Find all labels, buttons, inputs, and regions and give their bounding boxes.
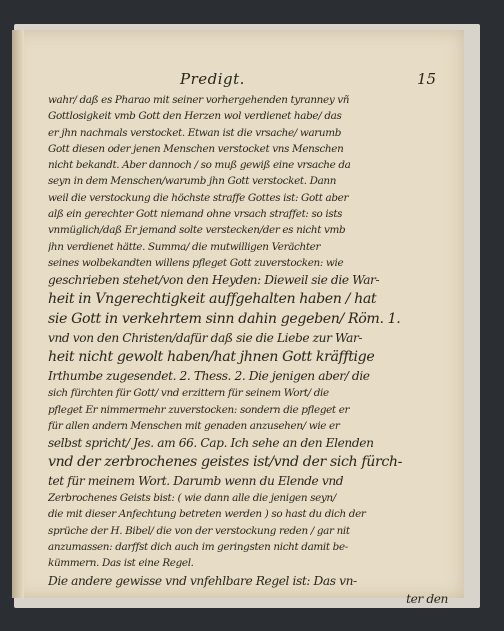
- text-line: seines wolbekandten willens pfleget Gott zuverstocken: wie: [48, 256, 344, 269]
- text-line: Gott diesen oder jenen Menschen verstocket vns Menschen: [48, 142, 344, 155]
- book-page: [12, 30, 464, 606]
- text-line: jhn verdienet hätte. Summa/ die mutwilligen Verächter: [48, 240, 321, 253]
- page-number: 15: [417, 70, 437, 88]
- text-line: sprüche der H. Bibel/ die von der verstockung reden / gar nit: [48, 524, 350, 537]
- running-title: Predigt.: [180, 70, 245, 88]
- text-line: er jhn nachmals verstocket. Etwan ist die vrsache/ warumb: [48, 126, 342, 139]
- text-line: Irthumbe zugesendet. 2. Thess. 2. Die jenigen aber/ die: [48, 369, 370, 384]
- page-spine-shadow: [12, 30, 24, 598]
- text-line: Die andere gewisse vnd vnfehlbare Regel ist: Das vn-: [48, 573, 357, 588]
- text-line: heit nicht gewolt haben/hat jhnen Gott kräfftige: [48, 349, 375, 366]
- text-line: vnmüglich/daß Er jemand solte verstecken/der es nicht vmb: [48, 224, 346, 237]
- text-line: selbst spricht/ Jes. am 66. Cap. Ich sehe an den Elenden: [48, 436, 374, 451]
- text-line: die mit dieser Anfechtung betreten werden ) so hast du dich der: [48, 508, 366, 521]
- text-line: Gottlosigkeit vmb Gott den Herzen wol verdienet habe/ das: [48, 110, 342, 123]
- body-text: [48, 92, 448, 608]
- text-line: anzumassen: darffst dich auch im geringsten nicht damit be-: [48, 541, 348, 554]
- text-line: seyn in dem Menschen/warumb jhn Gott verstocket. Dann: [48, 175, 337, 188]
- text-line: pfleget Er nimmermehr zuverstocken: sondern die pfleget er: [48, 403, 350, 416]
- text-line: wahr/ daß es Pharao mit seiner vorhergehenden tyranney vñ: [48, 94, 350, 106]
- text-line: kümmern. Das ist eine Regel.: [48, 557, 194, 570]
- text-line: für allen andern Menschen mit genaden anzusehen/ wie er: [48, 419, 340, 432]
- text-line: vnd der zerbrochenes geistes ist/vnd der sich fürch-: [48, 454, 403, 471]
- text-line: Zerbrochenes Geists bist: ( wie dann alle die jenigen seyn/: [48, 492, 336, 505]
- text-line: weil die verstockung die höchste straffe Gottes ist: Gott aber: [48, 191, 349, 204]
- text-line: ter den: [406, 591, 448, 606]
- text-line: tet für meinem Wort. Darumb wenn du Elende vnd: [48, 474, 344, 489]
- text-line: geschrieben stehet/von den Heyden: Dieweil sie die War-: [48, 273, 380, 288]
- text-line: nicht bekandt. Aber dannoch / so muß gewiß eine vrsache da: [48, 159, 351, 172]
- text-line: vnd von den Christen/dafür daß sie die Liebe zur War-: [48, 331, 363, 346]
- text-line: heit in Vngerechtigkeit auffgehalten haben / hat: [48, 291, 377, 308]
- text-line: sich fürchten für Gott/ vnd erzittern für seinem Wort/ die: [48, 387, 329, 400]
- text-line: sie Gott in verkehrtem sinn dahin gegeben/ Röm. 1.: [48, 311, 401, 328]
- text-line: alß ein gerechter Gott niemand ohne vrsach straffet: so ists: [48, 208, 343, 221]
- page-header: [12, 70, 464, 92]
